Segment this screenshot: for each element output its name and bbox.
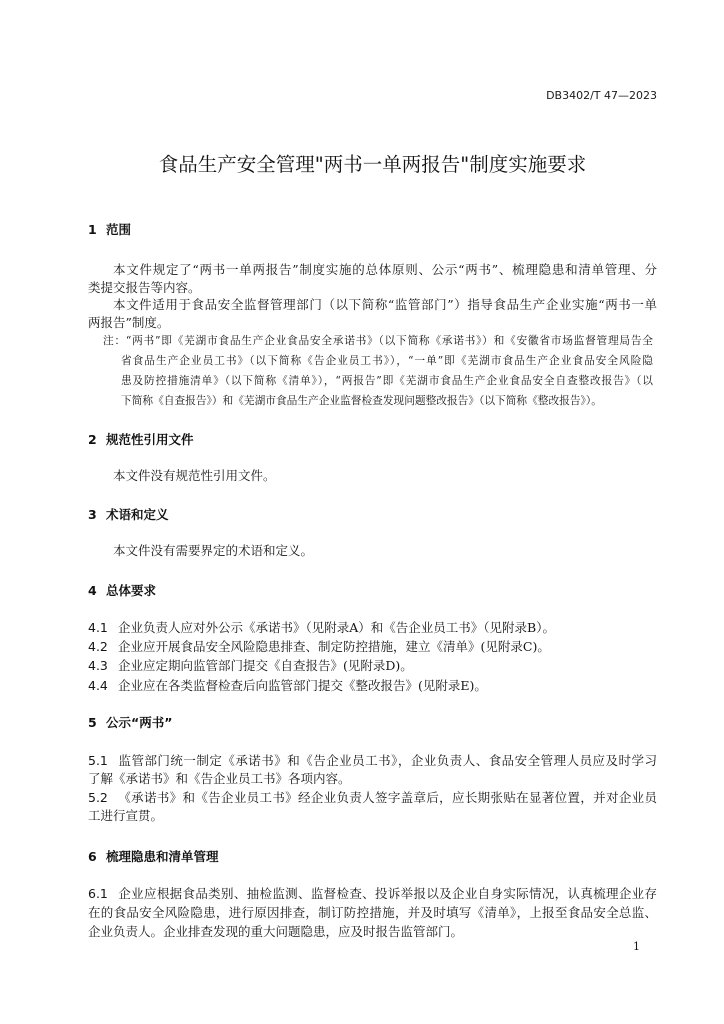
paragraph [88,542,657,560]
paragraph-line: 类提交报告等内容。 [88,280,201,295]
clause-text-line: 企业应在各类监督检查后向监管部门提交《整改报告》(见附录E)。 [118,678,487,693]
section-title: 范围 [106,222,132,237]
clause-number: 4.1 [88,620,108,635]
section-2-heading [88,431,657,449]
clause-number: 4.4 [88,678,108,693]
section-title: 规范性引用文件 [106,432,194,447]
section-number: 1 [88,222,97,237]
note-line: 患及防控措施清单》（以下简称《清单》），“两报告”即《芜湖市食品生产企业食品安全自查整改报告》（以 [121,374,653,387]
paragraph-line: 两报告”制度。 [88,315,170,330]
paragraph [88,261,657,297]
clause-text-line: 企业应定期向监管部门提交《自查报告》(见附录D)。 [118,658,413,673]
document-title: 食品生产安全管理"两书一单两报告"制度实施要求 [158,153,587,176]
note-label: 注： [103,334,126,347]
page-number: 1 [633,940,640,953]
clause-4-2 [88,638,657,656]
section-number: 3 [88,507,97,522]
section-number: 5 [88,715,97,730]
note-line: 省食品生产企业员工书》（以下简称《告企业员工书》），“一单”即《芜湖市食品生产企业食品安全风险隐 [121,354,653,367]
clause-text-line: 在的食品安全风险隐患，进行原因排查，制订防控措施，并及时填写《清单》，上报至食品安全总监、 [88,905,657,920]
clause-number: 5.1 [88,753,108,768]
section-number: 4 [88,583,97,598]
section-1-heading [88,221,657,239]
note [103,331,653,411]
paragraph-line: 本文件没有规范性引用文件。 [113,468,276,483]
clause-text-line: 企业负责人应对外公示《承诺书》（见附录A）和《告企业员工书》（见附录B）。 [118,620,555,635]
clause-4-3 [88,657,657,675]
paragraph-line: 本文件没有需要界定的术语和定义。 [113,543,314,558]
section-number: 6 [88,849,97,864]
paragraph-line: 本文件适用于食品安全监督管理部门（以下简称“监管部门”）指导食品生产企业实施“两书一单 [113,297,657,312]
clause-text-line: 了解《承诺书》和《告企业员工书》各项内容。 [88,771,351,786]
clause-4-4 [88,677,657,695]
clause-4-1 [88,619,657,637]
section-6-heading [88,848,657,866]
clause-text-line: 企业应开展食品安全风险隐患排查、制定防控措施，建立《清单》(见附录C)。 [118,639,550,654]
section-title: 总体要求 [106,583,157,598]
section-title: 梳理隐患和清单管理 [106,849,219,864]
clause-5-2 [88,789,657,825]
clause-number: 6.1 [88,886,108,901]
clause-number: 4.3 [88,658,108,673]
section-4-heading [88,582,657,600]
clause-6-1 [88,884,657,941]
section-5-heading [88,714,657,732]
section-title: 公示“两书” [106,715,173,730]
note-first-line [103,331,653,351]
section-3-heading [88,506,657,524]
clause-text-line: 《承诺书》和《告企业员工书》经企业负责人签字盖章后，应长期张贴在显著位置，并对企业员 [118,790,657,805]
clause-5-1 [88,752,657,788]
section-number: 2 [88,432,97,447]
clause-text-line: 企业负责人。企业排查发现的重大问题隐患，应及时报告监管部门。 [88,924,464,939]
note-line: “两书”即《芜湖市食品生产企业食品安全承诺书》（以下简称《承诺书》）和《安徽省市场监督管理局告全 [125,334,653,347]
paragraph [88,296,657,332]
clause-text-line: 企业应根据食品类别、抽检监测、监督检查、投诉举报以及企业自身实际情况，认真梳理企业存 [118,886,657,901]
clause-number: 5.2 [88,790,108,805]
paragraph [88,467,657,485]
section-title: 术语和定义 [106,507,169,522]
clause-text-line: 监管部门统一制定《承诺书》和《告企业员工书》，企业负责人、食品安全管理人员应及时学习 [118,753,657,768]
note-line: 下简称《自查报告》）和《芜湖市食品生产企业监督检查发现问题整改报告》（以下简称《整改报告》）。 [121,394,602,407]
clause-text-line: 工进行宣贯。 [88,808,164,823]
clause-number: 4.2 [88,639,108,654]
paragraph-line: 本文件规定了“两书一单两报告”制度实施的总体原则、公示“两书”、梳理隐患和清单管理、分 [113,262,657,277]
standard-code: DB3402/T 47—2023 [546,89,657,102]
